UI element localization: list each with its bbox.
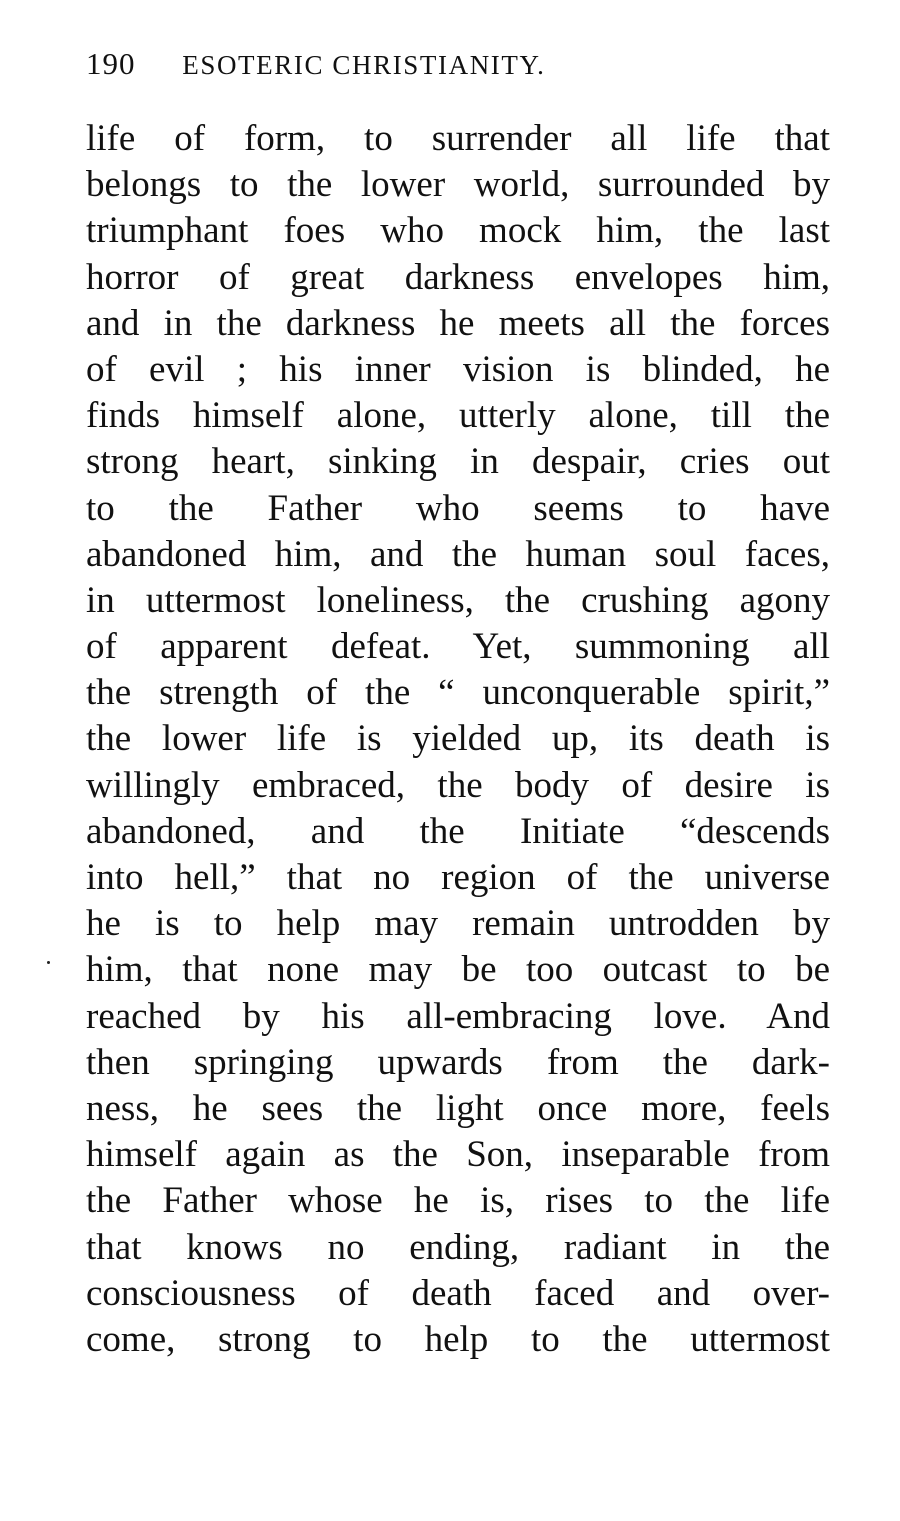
text-line: to the Father who seems to have: [86, 487, 830, 529]
text-line: then springing upwards from the dark-: [86, 1041, 830, 1083]
text-line: ness, he sees the light once more, feels: [86, 1087, 830, 1129]
text-line: himself again as the Son, inseparable from: [86, 1134, 830, 1176]
text-line: life of form, to surrender all life that: [86, 118, 830, 159]
text-line: into hell,” that no region of the universe: [86, 857, 830, 898]
text-line: he is to help may remain untrodden by: [86, 903, 830, 945]
body-text: [86, 116, 830, 1363]
text-line: in uttermost loneliness, the crushing agony: [86, 579, 830, 621]
text-line: the Father whose he is, rises to the life: [86, 1180, 830, 1222]
text-line: come, strong to help to the uttermost: [86, 1318, 830, 1360]
text-line: consciousness of death faced and over-: [86, 1272, 830, 1314]
text-line: and in the darkness he meets all the forces: [86, 302, 830, 344]
text-line: of evil ; his inner vision is blinded, he: [86, 348, 830, 390]
text-line: abandoned him, and the human soul faces,: [86, 533, 830, 575]
text-line: abandoned, and the Initiate “descends: [86, 810, 830, 852]
text-line: willingly embraced, the body of desire is: [86, 764, 830, 806]
page-number: 190: [86, 46, 136, 81]
running-head: [86, 44, 686, 84]
running-title: ESOTERIC CHRISTIANITY.: [182, 50, 546, 80]
text-line: finds himself alone, utterly alone, till the: [86, 395, 830, 437]
text-line: the strength of the “ unconquerable spirit,”: [86, 672, 830, 714]
text-line: horror of great darkness envelopes him,: [86, 256, 830, 298]
text-line: that knows no ending, radiant in the: [86, 1226, 830, 1268]
stray-ink-mark: [47, 961, 50, 964]
text-line: triumphant foes who mock him, the last: [86, 210, 830, 252]
text-line: the lower life is yielded up, its death is: [86, 718, 830, 760]
text-line: of apparent defeat. Yet, summoning all: [86, 626, 830, 668]
text-line: him, that none may be too outcast to be: [86, 949, 830, 991]
text-line: reached by his all-embracing love. And: [86, 995, 830, 1037]
text-line: belongs to the lower world, surrounded by: [86, 164, 830, 206]
text-line: strong heart, sinking in despair, cries out: [86, 441, 830, 483]
